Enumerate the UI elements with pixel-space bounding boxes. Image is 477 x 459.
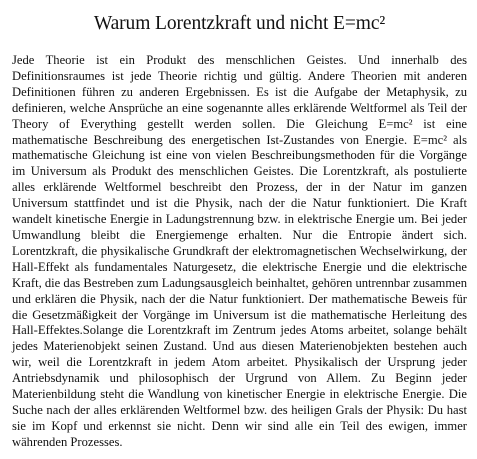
document-page	[12, 0, 467, 459]
document-title: Warum Lorentzkraft und nicht E=mc²	[93, 13, 386, 34]
document-body-paragraph: Jede Theorie ist ein Produkt des menschlichen Geistes. Und innerhalb des Definitionsraumes ist jede Theorie richtig und gültig. Andere Theorien mit anderen Definitionen führen zu anderen Ergebnissen. Es ist die Aufgabe der Metaphysik, zu definieren, welche Ansprüche an eine sogenannte alles erklärende Weltformel als Teil der Theory of Everything gestellt werden sollen. Die Gleichung E=mc² ist eine mathematische Beschreibung des energetischen Ist-Zustandes von Energie. E=mc² als mathematische Gleichung ist eine von vielen Beschreibungsmethoden für die Vorgänge im Universum als Produkt des menschlichen Geistes. Die Lorentzkraft, als postulierte alles erklärende Weltformel beschreibt den Prozess, der in der Natur im ganzen Universum stattfindet und ist die Physik, nach der die Natur funktioniert. Die Kraft wandelt kinetische Energie in Ladungstrennung bzw. in elektrische Energie um. Bei jeder Umwandlung bleibt die Energiemenge erhalten. Nur die Entropie ändert sich. Lorentzkraft, die physikalische Grundkraft der elektromagnetischen Wechselwirkung, der Hall-Effekt als fundamentales Naturgesetz, die elektrische Energie und die elektrische Kraft, die das Bestreben zum Ladungsausgleich beinhaltet, gehören untrennbar zusammen und erklären die Physik, nach der die Natur funktioniert. Der mathematische Beweis für die Gesetzmäßigkeit der Vorgänge im Universum ist die mathematische Herleitung des Hall-Effektes.Solange die Lorentzkraft im Zentrum jedes Atoms arbeitet, solange behält jedes Materienobjekt seinen Zustand. Und aus diesen Materienobjekten bestehen auch wir, weil die Lorentzkraft in jedem Atom arbeitet. Physikalisch der Ursprung jeder Antriebsdynamik und philosophisch der Urgrund von Allem. Zu Beginn jeder Materienbildung steht die Wandlung von kinetischer Energie in elektrische Energie. Die Suche nach der alles erklärenden Weltformel bzw. des heiligen Grals der Physik: Du hast sie im Kopf und erkennst sie nicht. Denn wir sind alle ein Teil des ewigen, immer währenden Prozesses.	[12, 53, 467, 449]
